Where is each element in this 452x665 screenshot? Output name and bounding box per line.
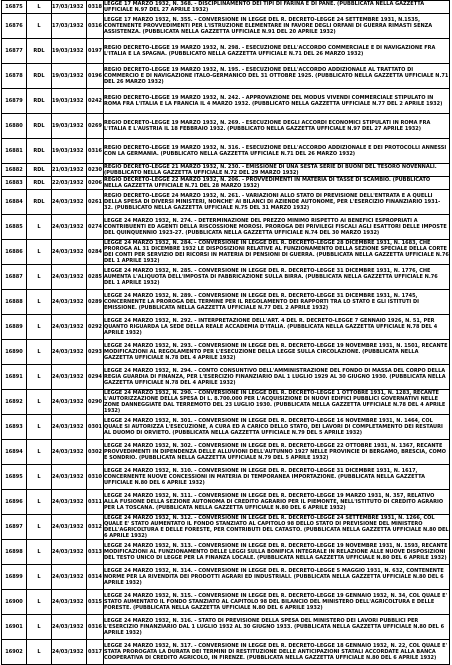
record-number-cell: 16898 [2,540,27,565]
act-description-text: LEGGE 24 MARZO 1932, N. 293. - CONVERSIONE IN LEGGE DEL R. DECRETO-LEGGE 19 NOVEMBRE 1931, N. 1501, RECANTE MODIFICAZIONI AL REGOLAMENTO PER L'ESECUZIONE DELLA LEGGE SULLA CIRCOLAZIONE. (PUBBLICATA NELLA GAZZETTA UFFICIALE N.78 DEL 4 APRILE 1932) [104,343,448,361]
act-description-cell [104,565,450,590]
act-type-cell: RDL [27,139,52,164]
act-description-cell [104,340,450,365]
act-description-cell [104,114,450,139]
record-number-cell: 16897 [2,515,27,540]
record-number-cell: 16893 [2,415,27,440]
record-number-cell: 16885 [2,215,27,240]
act-type-cell: L [27,540,52,565]
act-type-cell: L [27,215,52,240]
table-row [2,139,450,164]
act-code-cell: 0289 [87,290,104,315]
act-type-cell: L [27,1,52,14]
act-type-cell: L [27,565,52,590]
act-description-cell [104,190,450,215]
act-type-cell: L [27,290,52,315]
act-code-cell: 0312 [87,515,104,540]
act-description-text: LEGGE 24 MARZO 1932, N. 274. - DETERMINAZIONE DEL PREZZO MINIMO RISPETTO AI BENEFICI ESPROPRIATI A CONTRIBUENTI ED AGENTI DELLA RISCOSSIONE MOROSI. PROROGA DEI PRIVILEGI FISCALI AGLI ESATTORI DELLE IMPOSTE DEL QUINQUENNIO 1923-27. (PUBBLICATA NELLA GAZZETTA UFFICIALE N.74 DEL 30 MARZO 1932) [104,218,447,236]
legislation-register-table [1,0,450,665]
table-row [2,64,450,89]
table-row [2,640,450,665]
act-code-cell: 0274 [87,215,104,240]
act-type-cell: RDL [27,164,52,177]
table-row [2,14,450,39]
act-description-cell [104,290,450,315]
act-description-cell [104,615,450,640]
act-date-cell: 24/03/1932 [52,315,87,340]
table-row [2,465,450,490]
act-description-text: LEGGE 17 MARZO 1932, N. 368. - DISCIPLINAMENTO DEI TIPI DI FARINA E DI PANE. (PUBBLICATA NELLA GAZZETTA UFFICIALE N.97 DEL 27 APRILE 1932) [104,1,425,13]
act-type-cell: RDL [27,114,52,139]
table-row [2,290,450,315]
act-description-cell [104,139,450,164]
act-code-cell: 0311 [87,490,104,515]
record-number-cell: 16895 [2,465,27,490]
act-type-cell: L [27,515,52,540]
act-description-text: LEGGE 24 MARZO 1932, N. 316. - STATO DI PREVISIONE DELLA SPESA DEL MINISTERO DEI LAVORI PUBBLICI PER L'ESERCIZIO FINANZIARIO DAL 1 LUGLIO 1932 AL 30 GIUGNO 1933. (PUBBLICATA NELLA GAZZETTA UFFICIALE N.80 DEL 6 APRILE 1932) [104,618,445,636]
act-code-cell: 0310 [87,465,104,490]
record-number-cell: 16901 [2,615,27,640]
act-code-cell: 0293 [87,340,104,365]
act-description-cell [104,39,450,64]
table-row [2,215,450,240]
table-row [2,164,450,177]
act-date-cell: 19/03/1932 [52,89,87,114]
table-row [2,390,450,415]
act-description-cell [104,490,450,515]
record-number-cell: 16884 [2,190,27,215]
act-code-cell: 0313 [87,540,104,565]
act-date-cell: 24/03/1932 [52,640,87,665]
record-number-cell: 16900 [2,590,27,615]
act-description-text: LEGGE 24 MARZO 1932, N. 301. - CONVERSIONE IN LEGGE DEL R. DECRETO-LEGGE 16 NOVEMBRE 1931, N. 1464, COL QUALE SI AUTORIZZA L'ESECUZIONE, A CURA ED A CARICO DELLO STATO, DEI LAVORI DI COMPLETAMENTO DEI RESTAURI AL DUOMO DI ORVIETO. (PUBBLICATA NELLA GAZZETTA UFFICIALE N.79 DEL 5 APRILE 1932) [104,418,443,436]
act-type-cell: RDL [27,39,52,64]
act-date-cell: 24/03/1932 [52,240,87,265]
act-description-text: LEGGE 17 MARZO 1932, N. 355. - CONVERSIONE IN LEGGE DEL R. DECRETO-LEGGE 24 SETTEMBRE 1931, N.1535, CONTENENTE PROVVEDIMENTI PER L'ISTRUZIONE ELEMENTARE IN FAVORE DEGLI ORFANI DI GUERRA RIMASTI SENZA ASSISTENZA. (PUBBLICATA NELLA GAZZETTA UFFICIALE N.91 DEL 20 APRILE 1932) [104,17,433,35]
record-number-cell: 16875 [2,1,27,14]
act-type-cell: L [27,340,52,365]
act-description-text: LEGGE 24 MARZO 1932, N. 310. - CONVERSIONE IN LEGGE DEL R. DECRETO-LEGGE 31 DICEMBRE 1931, N. 1617, CONCERNENTE NUOVE CONCESSIONI IN MATERIA DI TEMPORANEA IMPORTAZIONE. (PUBBLICATA NELLA GAZZETTA UFFICIALE N.80 DEL 6 APRILE 1932) [104,468,425,486]
record-number-cell: 16878 [2,64,27,89]
table-row [2,340,450,365]
act-date-cell: 19/03/1932 [52,64,87,89]
table-row [2,114,450,139]
act-date-cell: 24/03/1932 [52,590,87,615]
act-description-cell [104,590,450,615]
act-description-text: LEGGE 24 MARZO 1932, N. 292. - INTERPRETAZIONE DELL'ART. 4 DEL R. DECRETO-LEGGE 7 GENNAIO 1926, N. 51, PER QUANTO RIGUARDA LA SEDE DELLA REALE ACCADEMIA D'ITALIA. (PUBBLICATA NELLA GAZZETTA UFFICIALE N.78 DEL 4 APRILE 1932) [104,318,438,336]
table-row [2,490,450,515]
act-date-cell: 17/03/1932 [52,14,87,39]
act-description-text: LEGGE 24 MARZO 1932, N. 317. - CONVERSIONE IN LEGGE DEL R. DECRETO-LEGGE 18 GENNAIO 1932, N. 22, COL QUALE E' STATA PROROGATA LA DURATA DEI TERMINI DI RESTITUZIONE DELLE ANTICIPAZIONI STATALI ACCORDATE ALLA BANCA COOPERATIVA DI CREDITO AGRICOLO, IN FIRENZE. (PUBBLICATA NELLA GAZZETTA UFFICIALE N.80 DEL 6 APRILE 1932) [104,643,448,661]
act-description-cell [104,540,450,565]
act-description-cell [104,640,450,665]
record-number-cell: 16877 [2,39,27,64]
act-description-text: LEGGE 24 MARZO 1932, N. 289. - CONVERSIONE IN LEGGE DEL R. DECRETO-LEGGE 31 DICEMBRE 1931, N. 1745, CONCERNENTE LA PROROGA DEL TERMINE PER IL REGOLAMENTO DEI RAPPORTI TRA LO STATO E GLI ISTITUTI DI EMISSIONE. (PUBBLICATA NELLA GAZZETTA UFFICIALE N.77 DEL 2 APRILE 1932) [104,293,419,311]
record-number-cell: 16882 [2,164,27,177]
table-row [2,365,450,390]
record-number-cell: 16902 [2,640,27,665]
act-description-text: REGIO DECRETO-LEGGE 19 MARZO 1932, N. 269. - ESECUZIONE DEGLI ACCORDI ECONOMICI STIPULATI IN ROMA FRA L'ITALIA E L'AUSTRIA IL 18 FEBBRAIO 1932. (PUBBLICATO NELLA GAZZETTA UFFICIALE N.97 DEL 27 APRILE 1932) [104,120,431,132]
act-type-cell: RDL [27,190,52,215]
record-number-cell: 16879 [2,89,27,114]
act-description-cell [104,415,450,440]
act-code-cell: 0316 [87,14,104,39]
act-description-text: REGIO DECRETO-LEGGE 19 MARZO 1932, N. 242. - APPROVAZIONE DEL MODUS VIVENDI COMMERCIALE STIPULATO IN ROMA FRA L'ITALIA E LA FRANCIA IL 4 MARZO 1932. (PUBBLICATO NELLA GAZZETTA UFFICIALE N.77 DEL 2 APRILE 1932) [104,95,443,107]
act-description-cell [104,14,450,39]
act-date-cell: 24/03/1932 [52,440,87,465]
act-code-cell: 0290 [87,390,104,415]
record-number-cell: 16880 [2,114,27,139]
record-number-cell: 16894 [2,440,27,465]
act-description-cell [104,164,450,177]
act-description-text: REGIO DECRETO-LEGGE 24 MARZO 1932, N. 261. - VARIAZIONI ALLO STATO DI PREVISIONE DELL'ENTRATA E A QUELLI DELLA SPESA DI DIVERSI MINISTERI, NONCHE' AI BILANCI DI AZIENDE AUTONOME, PER L'ESERCIZIO FINANZIARIO 1931-32. (PUBBLICATO NELLA GAZZETTA UFFICIALE N.75 DEL 31 MARZO 1932) [104,193,441,211]
act-description-text: LEGGE 24 MARZO 1932, N. 284. - CONVERSIONE IN LEGGE DEL R. DECRETO-LEGGE 28 DICEMBRE 1931, N. 1683, CHE PROROGA AL 31 DICEMBRE 1932 LE DISPOSIZIONI RELATIVE AL FUNZIONAMENTO DELLA SEZIONE SPECIALE DELLA CORTE DEI CONTI PER SERVIZIO DEI RICORSI IN MATERIA DI PENSIONI DI GUERRA. (PUBBLICATA NELLA GAZZETTA UFFICIALE N.76 DEL 1 APRILE 1932) [104,240,449,264]
table-row [2,190,450,215]
act-date-cell: 24/03/1932 [52,365,87,390]
table-row [2,440,450,465]
act-code-cell: 0206 [87,177,104,190]
table-row [2,39,450,64]
act-code-cell: 0316 [87,615,104,640]
act-date-cell: 24/03/1932 [52,565,87,590]
register-table-body [2,1,450,665]
act-description-text: REGIO DECRETO-LEGGE 19 MARZO 1932, N. 298. - ESECUZIONE DELL'ACCORDO COMMERCIALE E DI NAVIGAZIONE FRA L'ITALIA E LA SPAGNA. (PUBBLICATO NELLA GAZZETTA UFFICIALE N.71 DEL 26 MARZO 1932) [104,45,436,57]
act-description-cell [104,215,450,240]
act-date-cell: 19/03/1932 [52,39,87,64]
act-date-cell: 24/03/1932 [52,540,87,565]
act-description-text: LEGGE 24 MARZO 1932, N. 294. - CONTO CONSUNTIVO DELL'AMMINISTRAZIONE DEL FONDO DI MASSA DEL CORPO DELLA REGIA GUARDIA DI FINANZA, PER L'ESERCIZIO FINANZIARIO DAL 1 LUGLIO 1929 AL 30 GIUGNO 1930. (PUBBLICATA NELLA GAZZETTA UFFICIALE N.78 DEL 4 APRILE 1932) [104,368,446,386]
act-type-cell: L [27,315,52,340]
act-type-cell: L [27,265,52,290]
record-number-cell: 16892 [2,390,27,415]
record-number-cell: 16883 [2,177,27,190]
act-type-cell: L [27,240,52,265]
act-description-cell [104,465,450,490]
record-number-cell: 16886 [2,240,27,265]
act-description-text: LEGGE 24 MARZO 1932, N. 302. - CONVERSIONE IN LEGGE DEL R. DECRETO-LEGGE 22 OTTOBRE 1931, N. 1367, RECANTE PROVVEDIMENTI IN DIPENDENZA DELLE ALLUVIONI DELL'AUTUNNO 1927 NELLE PROVINCIE DI BERGAMO, BRESCIA, COMO E SONDRIO. (PUBBLICATA NELLA GAZZETTA UFFICIALE N.79 DEL 5 APRILE 1932) [104,443,447,461]
act-code-cell: 0285 [87,265,104,290]
act-description-text: LEGGE 24 MARZO 1932, N. 313. - CONVERSIONE IN LEGGE DEL R. DECRETO-LEGGE 19 NOVEMBRE 1931, N. 1593, RECANTE MODIFICAZIONI AL FUNZIONAMENTO DELLE LEGGI SULLA BONIFICA INTEGRALE IN RELAZIONE ALLE NUOVE DISPOSIZIONI DEL TESTO UNICO DI LEGGE PER LA FINANZA LOCALE. (PUBBLICATA NELLA GAZZETTA UFFICIALE N.80 DEL 6 APRILE 1932) [104,543,448,561]
act-date-cell: 19/03/1932 [52,139,87,164]
act-description-text: LEGGE 24 MARZO 1932, N. 311. - CONVERSIONE IN LEGGE DEL R. DECRETO-LEGGE 19 MARZO 1931, N. 357, RELATIVO ALLA FUSIONE DELLA SEZIONE AUTONOMA DI CREDITO AGRARIO PER IL PIEMONTE, NELL'ISTITUTO DI CREDITO AGRARIO PER LA TOSCANA. (PUBBLICATA NELLA GAZZETTA UFFICIALE N.80 DEL 6 APRILE 1932) [104,493,444,511]
act-description-text: LEGGE 24 MARZO 1932, N. 315. - CONVERSIONE IN LEGGE DEL R. DECRETO-LEGGE 19 GENNAIO 1932, N. 34, COL QUALE E' STATO AUMENTATO IL FONDO STANZIATO AL CAPITOLO 98 DEL BILANCIO DEL MINISTERO DELL'AGRICOLTURA E DELLE FORESTE. (PUBBLICATA NELLA GAZZETTA UFFICIALE N.80 DEL 6 APRILE 1932) [104,593,448,611]
act-description-cell [104,365,450,390]
act-date-cell: 24/03/1932 [52,615,87,640]
act-code-cell: 0302 [87,440,104,465]
act-description-cell [104,315,450,340]
act-code-cell: 0316 [87,139,104,164]
act-code-cell: 0301 [87,415,104,440]
act-code-cell: 0315 [87,590,104,615]
act-type-cell: L [27,415,52,440]
act-code-cell: 0242 [87,89,104,114]
act-date-cell: 24/03/1932 [52,415,87,440]
act-date-cell: 24/03/1932 [52,490,87,515]
act-description-cell [104,390,450,415]
record-number-cell: 16889 [2,315,27,340]
record-number-cell: 16876 [2,14,27,39]
act-description-text: LEGGE 24 MARZO 1932, N. 290. - CONVERSIONE IN LEGGE DEL R. DECRETO-LEGGE 1 OTTOBRE 1931, N. 1283, RECANTE L'AUTORIZZAZIONE DELLA SPESA DI L. 8.700.000 PER L'ACQUISIZIONE DI NUOVI EDIFICI PUBBLICI GOVERNATIVI NELLE ZONE DANNEGGIATE DAL TERREMOTO DEL 23 LUGLIO 1930. (PUBBLICATA NELLA GAZZETTA UFFICIALE N.78 DEL 4 APRILE 1932) [104,390,446,414]
act-type-cell: L [27,640,52,665]
act-description-cell [104,515,450,540]
act-date-cell: 21/03/1932 [52,164,87,177]
record-number-cell: 16881 [2,139,27,164]
table-row [2,540,450,565]
act-date-cell: 24/03/1932 [52,215,87,240]
act-description-text: LEGGE 24 MARZO 1932, N. 312. - CONVERSIONE IN LEGGE DEL R. DECRETO-LEGGE 24 SETTEMBRE 1931, N. 1266, COL QUALE E' STATO AUMENTATO IL FONDO STANZIATO AL CAPITOLO 98 DELLO STATO DI PREVISIONE DEL MINISTERO DELL'AGRICOLTURA E DELLE FORESTE, PER CONTRIBUTI DEL CATASTO. (PUBBLICATA NELLA GAZZETTA UFFICIALE N.80 DEL 6 APRILE 1932) [104,515,449,539]
act-code-cell: 0230 [87,164,104,177]
table-row [2,415,450,440]
act-code-cell: 0294 [87,365,104,390]
act-description-cell [104,89,450,114]
record-number-cell: 16890 [2,340,27,365]
record-number-cell: 16896 [2,490,27,515]
act-description-cell [104,177,450,190]
act-type-cell: L [27,390,52,415]
act-type-cell: RDL [27,89,52,114]
act-date-cell: 24/03/1932 [52,290,87,315]
act-description-cell [104,440,450,465]
act-type-cell: L [27,14,52,39]
act-code-cell: 0196 [87,64,104,89]
act-date-cell: 24/03/1932 [52,265,87,290]
act-type-cell: RDL [27,64,52,89]
act-description-text: REGIO DECRETO-LEGGE 22 MARZO 1932, N. 206. - PROVVEDIMENTI IN MATERIA DI TASSE DI SCAMBIO. (PUBBLICATO NELLA GAZZETTA UFFICIALE N.71 DEL 28 MARZO 1932) [104,177,431,189]
table-row [2,590,450,615]
act-date-cell: 24/03/1932 [52,340,87,365]
act-code-cell: 0197 [87,39,104,64]
act-type-cell: RDL [27,177,52,190]
act-type-cell: L [27,490,52,515]
record-number-cell: 16891 [2,365,27,390]
record-number-cell: 16888 [2,290,27,315]
act-description-text: REGIO DECRETO-LEGGE 19 MARZO 1932, N. 195. - ESECUZIONE DELL'ACCORDO ADDIZIONALE AL TRATTATO DI COMMERCIO E DI NAVIGAZIONE ITALO-GERMANICO DEL 31 OTTOBRE 1925. (PUBBLICATO NELLA GAZZETTA UFFICIALE N.71 DEL 26 MARZO 1932) [104,67,449,85]
act-description-cell [104,64,450,89]
table-row [2,177,450,190]
act-type-cell: L [27,590,52,615]
act-date-cell: 19/03/1932 [52,114,87,139]
act-code-cell: 0261 [87,190,104,215]
act-description-cell [104,265,450,290]
act-description-cell [104,240,450,265]
act-date-cell: 22/03/1932 [52,177,87,190]
table-row [2,515,450,540]
act-type-cell: L [27,465,52,490]
record-number-cell: 16887 [2,265,27,290]
act-code-cell: 0269 [87,114,104,139]
act-date-cell: 17/03/1932 [52,1,87,14]
act-code-cell: 0292 [87,315,104,340]
act-description-text: REGIO DECRETO-LEGGE 19 MARZO 1932, N. 316. - ESECUZIONE DELL'ACCORDO ADDIZIONALE E DEI PROTOCOLLI ANNESSI CON LA GERMANIA. (PUBBLICATO NELLA GAZZETTA UFFICIALE N.71 DEL 26 MARZO 1932) [104,145,447,157]
act-date-cell: 24/03/1932 [52,190,87,215]
table-row [2,89,450,114]
act-description-text: REGIO DECRETO-LEGGE 21 MARZO 1932, N. 230. - EMISSIONE DI UNA SESTA SERIE DI BUONI DEL TESORO NOVENNALI. (PUBBLICATO NELLA GAZZETTA UFFICIALE N.72 DEL 29 MARZO 1932) [104,164,437,176]
act-date-cell: 24/03/1932 [52,390,87,415]
act-code-cell: 0318 [87,1,104,14]
act-code-cell: 0284 [87,240,104,265]
act-description-text: LEGGE 24 MARZO 1932, N. 285. - CONVERSIONE IN LEGGE DEL R. DECRETO-LEGGE 31 DICEMBRE 1931, N. 1776, CHE AUMENTA L'ALIQUOTA DELL'IMPOSTA DI FABBRICAZIONE SULLA BIRRA. (PUBBLICATA NELLA GAZZETTA UFFICIALE N.76 DEL 1 APRILE 1932) [104,268,438,286]
act-type-cell: L [27,615,52,640]
act-date-cell: 24/03/1932 [52,515,87,540]
act-type-cell: L [27,440,52,465]
act-code-cell: 0317 [87,640,104,665]
act-date-cell: 24/03/1932 [52,465,87,490]
act-description-text: LEGGE 24 MARZO 1932, N. 314. - CONVERSIONE IN LEGGE DEL R. DECRETO-LEGGE 5 MAGGIO 1931, N. 632, CONTENENTE NORME PER LA RIVENDITA DEI PRODOTTI AGRARI ED INDUSTRIALI. (PUBBLICATA NELLA GAZZETTA UFFICIALE N.80 DEL 6 APRILE 1932) [104,568,444,586]
table-row [2,1,450,14]
act-type-cell: L [27,365,52,390]
act-code-cell: 0314 [87,565,104,590]
record-number-cell: 16899 [2,565,27,590]
table-row [2,265,450,290]
act-description-cell [104,1,450,14]
table-row [2,240,450,265]
table-row [2,615,450,640]
table-row [2,565,450,590]
table-row [2,315,450,340]
